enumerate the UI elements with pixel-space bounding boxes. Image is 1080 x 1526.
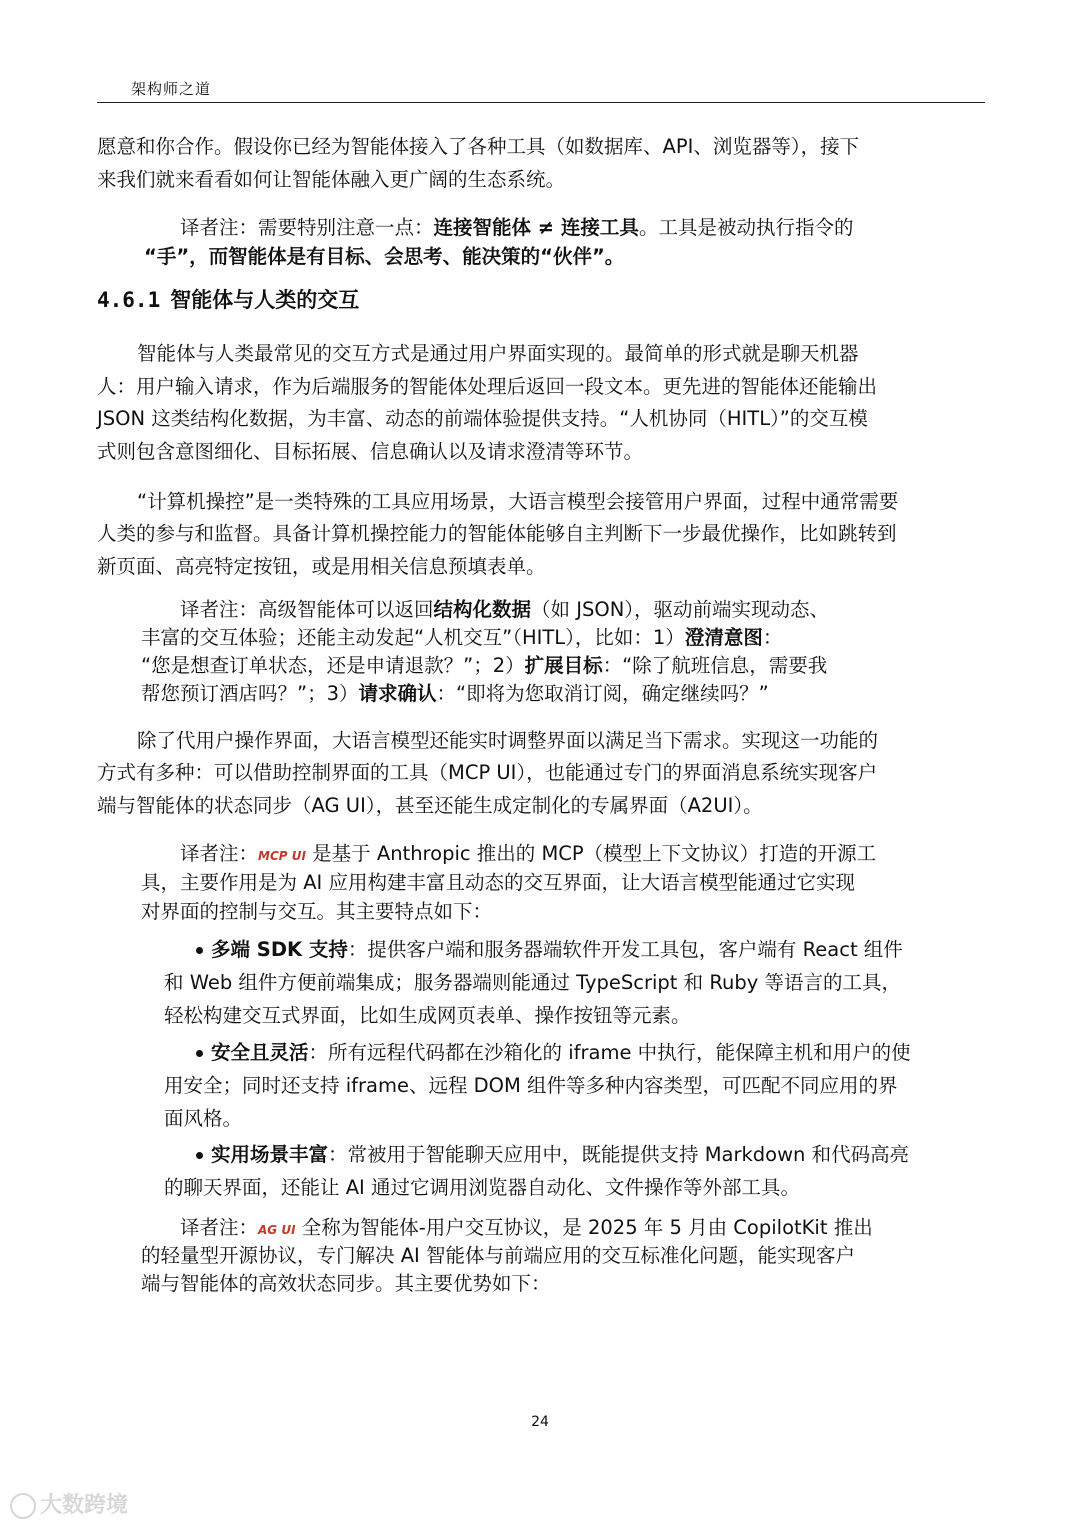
text-line: 译者注：MCP UI 是基于 Anthropic 推出的 MCP（模型上下文协议）打造的开源工 [180,842,877,865]
section-title: 智能体与人类的交互 [170,288,360,312]
bullet-title: 多端 SDK 支持 [211,938,348,961]
bullet-title: 安全且灵活 [211,1041,309,1064]
bullet-title: 实用场景丰富 [211,1143,329,1166]
text-line: “手”，而智能体是有目标、会思考、能决策的“伙伴”。 [144,245,625,268]
watermark: 大数跨境 [10,1488,128,1519]
text-line: 的聊天界面，还能让 AI 通过它调用浏览器自动化、文件操作等外部工具。 [164,1176,800,1199]
bold-emphasis: 请求确认 [358,682,437,705]
text-line: 和 Web 组件方便前端集成；服务器端则能通过 TypeScript 和 Ruby 等语言的工具， [164,971,902,994]
bullet-icon [196,1050,203,1057]
text-line: 来我们就来看看如何让智能体融入更广阔的生态系统。 [97,168,566,191]
watermark-logo-icon [10,1493,36,1519]
page-number: 24 [531,1414,549,1430]
text-line: 除了代用户操作界面，大语言模型还能实时调整界面以满足当下需求。实现这一功能的 [137,729,879,752]
text-line: 对界面的控制与交互。其主要特点如下： [141,900,493,923]
text-line: 人：用户输入请求，作为后端服务的智能体处理后返回一段文本。更先进的智能体还能输出 [97,375,878,398]
text-line: 轻松构建交互式界面，比如生成网页表单、操作按钮等元素。 [164,1004,691,1027]
section-number: 4.6.1 [97,288,161,312]
text-line: 端与智能体的状态同步（AG UI），甚至还能生成定制化的专属界面（A2UI）。 [97,794,763,817]
text-line: JSON 这类结构化数据，为丰富、动态的前端体验提供支持。“人机协同（HITL）”的交互模 [97,407,868,430]
header-divider [97,102,985,103]
text-line: 的轻量型开源协议，专门解决 AI 智能体与前端应用的交互标准化问题，能实现客户 [141,1244,855,1267]
text-line: 译者注：高级智能体可以返回结构化数据（如 JSON），驱动前端实现动态、 [180,598,830,621]
text-line: 多端 SDK 支持：提供客户端和服务器端软件开发工具包，客户端有 React 组件 [196,935,903,965]
text-line: 用安全；同时还支持 iframe、远程 DOM 组件等多种内容类型，可匹配不同应用的界 [164,1074,898,1097]
text-line: 方式有多种：可以借助控制界面的工具（MCP UI），也能通过专门的界面消息系统实现客户 [97,761,878,784]
text-line: 丰富的交互体验；还能主动发起“人机交互”（HITL），比如：1）澄清意图： [141,626,783,649]
text-line: 具，主要作用是为 AI 应用构建丰富且动态的交互界面，让大语言模型能通过它实现 [141,871,855,894]
text-line: 式则包含意图细化、目标拓展、信息确认以及请求澄清等环节。 [97,440,644,463]
bullet-icon [196,947,203,954]
text-line: 面风格。 [164,1107,243,1130]
text-line: “您是想查订单状态，还是申请退款？”；2）扩展目标：“除了航班信息，需要我 [141,654,828,677]
section-heading [97,284,359,314]
text-line: 安全且灵活：所有远程代码都在沙箱化的 iframe 中执行，能保障主机和用户的使 [196,1038,911,1068]
text-line: “计算机操控”是一类特殊的工具应用场景，大语言模型会接管用户界面，过程中通常需要 [137,490,899,513]
text-line: 人类的参与和监督。具备计算机操控能力的智能体能够自主判断下一步最优操作，比如跳转到 [97,522,897,545]
text-line: 帮您预订酒店吗？”；3）请求确认：“即将为您取消订阅，确定继续吗？” [141,682,769,705]
text-line: 译者注：AG UI 全称为智能体-用户交互协议，是 2025 年 5 月由 CopilotKit 推出 [180,1216,873,1239]
bold-emphasis: 结构化数据 [433,598,532,621]
mcp-ui-tag: MCP UI [258,849,306,863]
bold-emphasis: 扩展目标 [524,654,603,677]
text-line: 智能体与人类最常见的交互方式是通过用户界面实现的。最简单的形式就是聊天机器 [137,342,859,365]
bold-emphasis: 连接智能体 ≠ 连接工具 [433,216,639,239]
ag-ui-tag: AG UI [258,1223,296,1237]
text-line: 译者注：需要特别注意一点：连接智能体 ≠ 连接工具。工具是被动执行指令的 [180,216,854,239]
running-header-title: 架构师之道 [131,80,212,98]
bold-emphasis: 澄清意图 [684,626,763,649]
text-line: 端与智能体的高效状态同步。其主要优势如下： [141,1272,551,1295]
text-line: 愿意和你合作。假设你已经为智能体接入了各种工具（如数据库、API、浏览器等），接下 [97,135,860,158]
bullet-icon [196,1152,203,1159]
text-line: 新页面、高亮特定按钮，或是用相关信息预填表单。 [97,555,546,578]
text-line: 实用场景丰富：常被用于智能聊天应用中，既能提供支持 Markdown 和代码高亮 [196,1140,909,1170]
